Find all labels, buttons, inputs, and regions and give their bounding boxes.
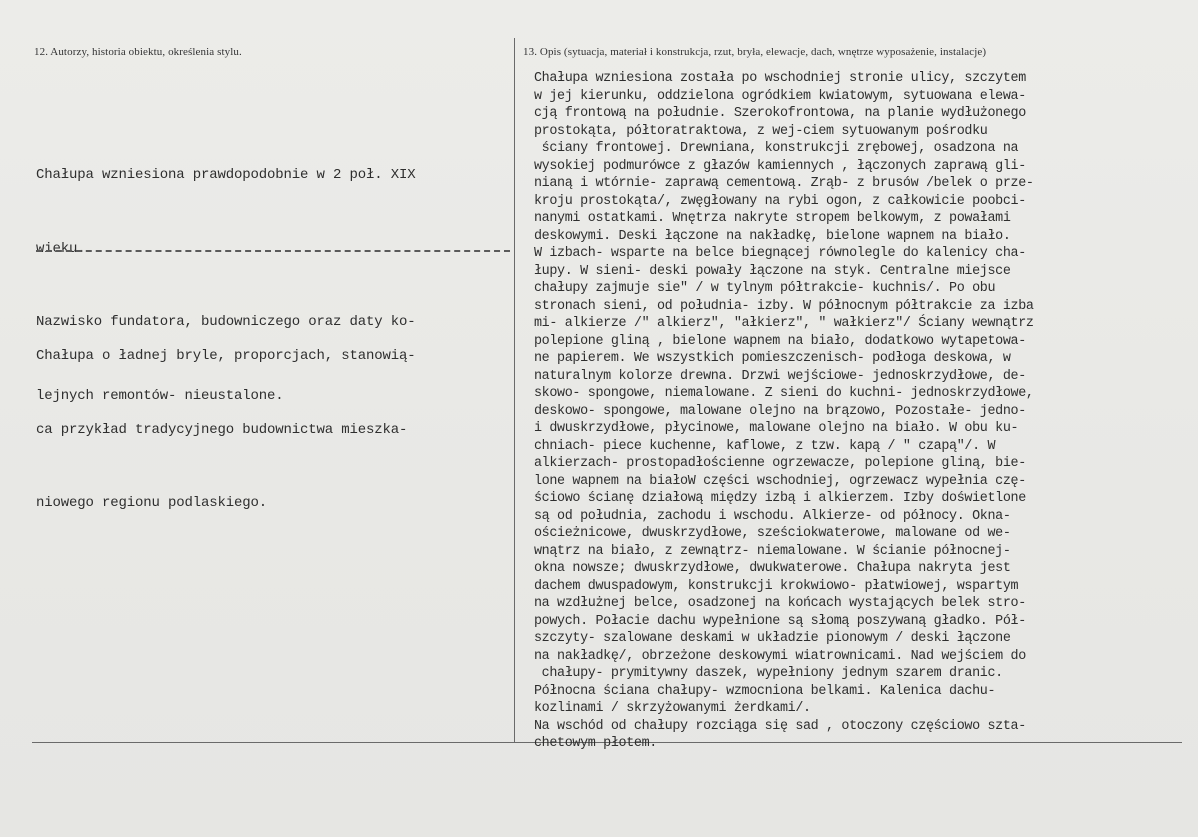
description-line: Chałupa wzniesiona została po wschodniej stronie ulicy, szczytem bbox=[534, 71, 1026, 86]
description-line: dachem dwuspadowym, konstrukcji krokwiowo- płatwiowej, wspartym bbox=[534, 578, 1019, 594]
section-12-header: 12. Autorzy, historia obiektu, określenia stylu. bbox=[34, 46, 242, 58]
history-line: Chałupa wzniesiona prawdopodobnie w 2 poł. XIX bbox=[36, 167, 416, 183]
description-line: chniach- piece kuchenne, kaflowe, z tzw. kapą / " czapą"/. W bbox=[534, 438, 996, 454]
description-line: stronach sieni, od południa- izby. W północnym półtrakcie za izba bbox=[534, 298, 1034, 314]
description-line: są od południa, zachodu i wschodu. Alkierze- od północy. Okna- bbox=[534, 508, 1011, 524]
column-divider bbox=[514, 38, 515, 743]
description-line: chałupy- prymitywny daszek, wypełniony jednym szarem dranic. bbox=[534, 666, 1003, 681]
description-line: deskowymi. Deski łączone na nakładkę, bielone wapnem na biało. bbox=[534, 228, 1011, 244]
style-text bbox=[36, 295, 416, 565]
history-line: lejnych remontów- nieustalone. bbox=[36, 387, 284, 404]
section-13-header: 13. Opis (sytuacja, materiał i konstrukcja, rzut, bryła, elewacje, dach, wnętrze wyposażenie, instalacje) bbox=[523, 46, 987, 58]
description-line: szczyty- szalowane deskami w układzie pionowym / deski łączone bbox=[534, 631, 1011, 646]
history-line: Nazwisko fundatora, budowniczego oraz daty ko- bbox=[36, 314, 416, 330]
description-line: chetowym płotem. bbox=[534, 736, 657, 751]
description-line: lone wapnem na białoW części wschodniej, ogrzewacz wypełnia czę- bbox=[534, 473, 1026, 489]
description-text bbox=[534, 70, 1034, 753]
description-line: ściowo ścianę działową między izbą i alkierzem. Izby doświetlone bbox=[534, 491, 1026, 506]
description-line: kozlinami / skrzyżowanymi żerdkami/. bbox=[534, 701, 811, 716]
description-line: Północna ściana chałupy- wzmocniona belkami. Kalenica dachu- bbox=[534, 683, 996, 699]
description-line: prostokąta, półtoratraktowa, z wej-ciem sytuowanym pośrodku bbox=[534, 123, 988, 139]
description-line: i dwuskrzydłowe, płycinowe, malowane olejno na biało. W obu ku- bbox=[534, 421, 1019, 436]
description-line: wysokiej podmurówce z głazów kamiennych , łączonych zaprawą gli- bbox=[534, 158, 1026, 174]
description-line: w jej kierunku, oddzielona ogródkiem kwiatowym, sytuowana elewa- bbox=[534, 88, 1026, 104]
description-line: ściany frontowej. Drewniana, konstrukcji zrębowej, osadzona na bbox=[534, 141, 1019, 156]
description-line: cją frontową na południe. Szerokofrontowa, na planie wydłużonego bbox=[534, 106, 1026, 121]
description-line: skowo- spongowe, niemalowane. Z sieni do kuchni- jednoskrzydłowe, bbox=[534, 386, 1034, 401]
description-line: łupy. W sieni- deski powały łączone na styk. Centralne miejsce bbox=[534, 263, 1011, 279]
description-line: deskowo- spongowe, malowane olejno na brązowo, Pozostałe- jedno- bbox=[534, 403, 1026, 419]
description-line: na wzdłużnej belce, osadzonej na końcach wystających belek stro- bbox=[534, 596, 1026, 611]
description-line: na nakładkę/, obrzeżone deskowymi wiatrownicami. Nad wejściem do bbox=[534, 648, 1026, 664]
description-line: ościeżnicowe, dwuskrzydłowe, sześciokwaterowe, malowane od we- bbox=[534, 526, 1011, 541]
description-line: mi- alkierze /" alkierz", "ałkierz", " wałkierz"/ Ściany wewnątrz bbox=[534, 316, 1034, 331]
description-line: nanymi ostatkami. Wnętrza nakryte stropem belkowym, z powałami bbox=[534, 211, 1011, 226]
description-line: okna nowsze; dwuskrzydłowe, dwukwaterowe. Chałupa nakryta jest bbox=[534, 561, 1011, 576]
description-line: ne papierem. We wszystkich pomieszczenisch- podłoga deskowa, w bbox=[534, 351, 1011, 366]
description-line: powych. Połacie dachu wypełnione są słomą poszywaną gładko. Pół- bbox=[534, 613, 1026, 629]
description-line: alkierzach- prostopadłościenne ogrzewacze, polepione gliną, bie- bbox=[534, 456, 1026, 471]
description-line: polepione gliną , bielone wapnem na biało, dodatkowo wytapetowa- bbox=[534, 333, 1026, 349]
description-line: Na wschód od chałupy rozciąga się sad , otoczony częściowo szta- bbox=[534, 718, 1026, 734]
history-line: wieku. bbox=[36, 240, 86, 257]
description-line: naturalnym kolorze drewna. Drzwi wejściowe- jednoskrzydłowe, de- bbox=[534, 368, 1026, 384]
style-line: niowego regionu podlaskiego. bbox=[36, 495, 268, 511]
description-line: wnątrz na biało, z zewnątrz- niemalowane. W ścianie północnej- bbox=[534, 543, 1011, 559]
description-line: W izbach- wsparte na belce biegnącej równolegle do kalenicy cha- bbox=[534, 246, 1026, 261]
description-line: kroju prostokąta/, zwęgłowany na rybi ogon, z całkowicie poobci- bbox=[534, 193, 1026, 209]
dashed-separator bbox=[36, 250, 510, 252]
style-line: Chałupa o ładnej bryle, proporcjach, stanowią- bbox=[36, 348, 416, 364]
style-line: ca przykład tradycyjnego budownictwa mieszka- bbox=[36, 421, 408, 438]
description-line: nianą i wtórnie- zaprawą cementową. Zrąb- z brusów /belek o prze- bbox=[534, 176, 1034, 191]
description-line: chałupy zajmuje sie" / w tylnym półtrakcie- kuchnis/. Po obu bbox=[534, 281, 996, 296]
